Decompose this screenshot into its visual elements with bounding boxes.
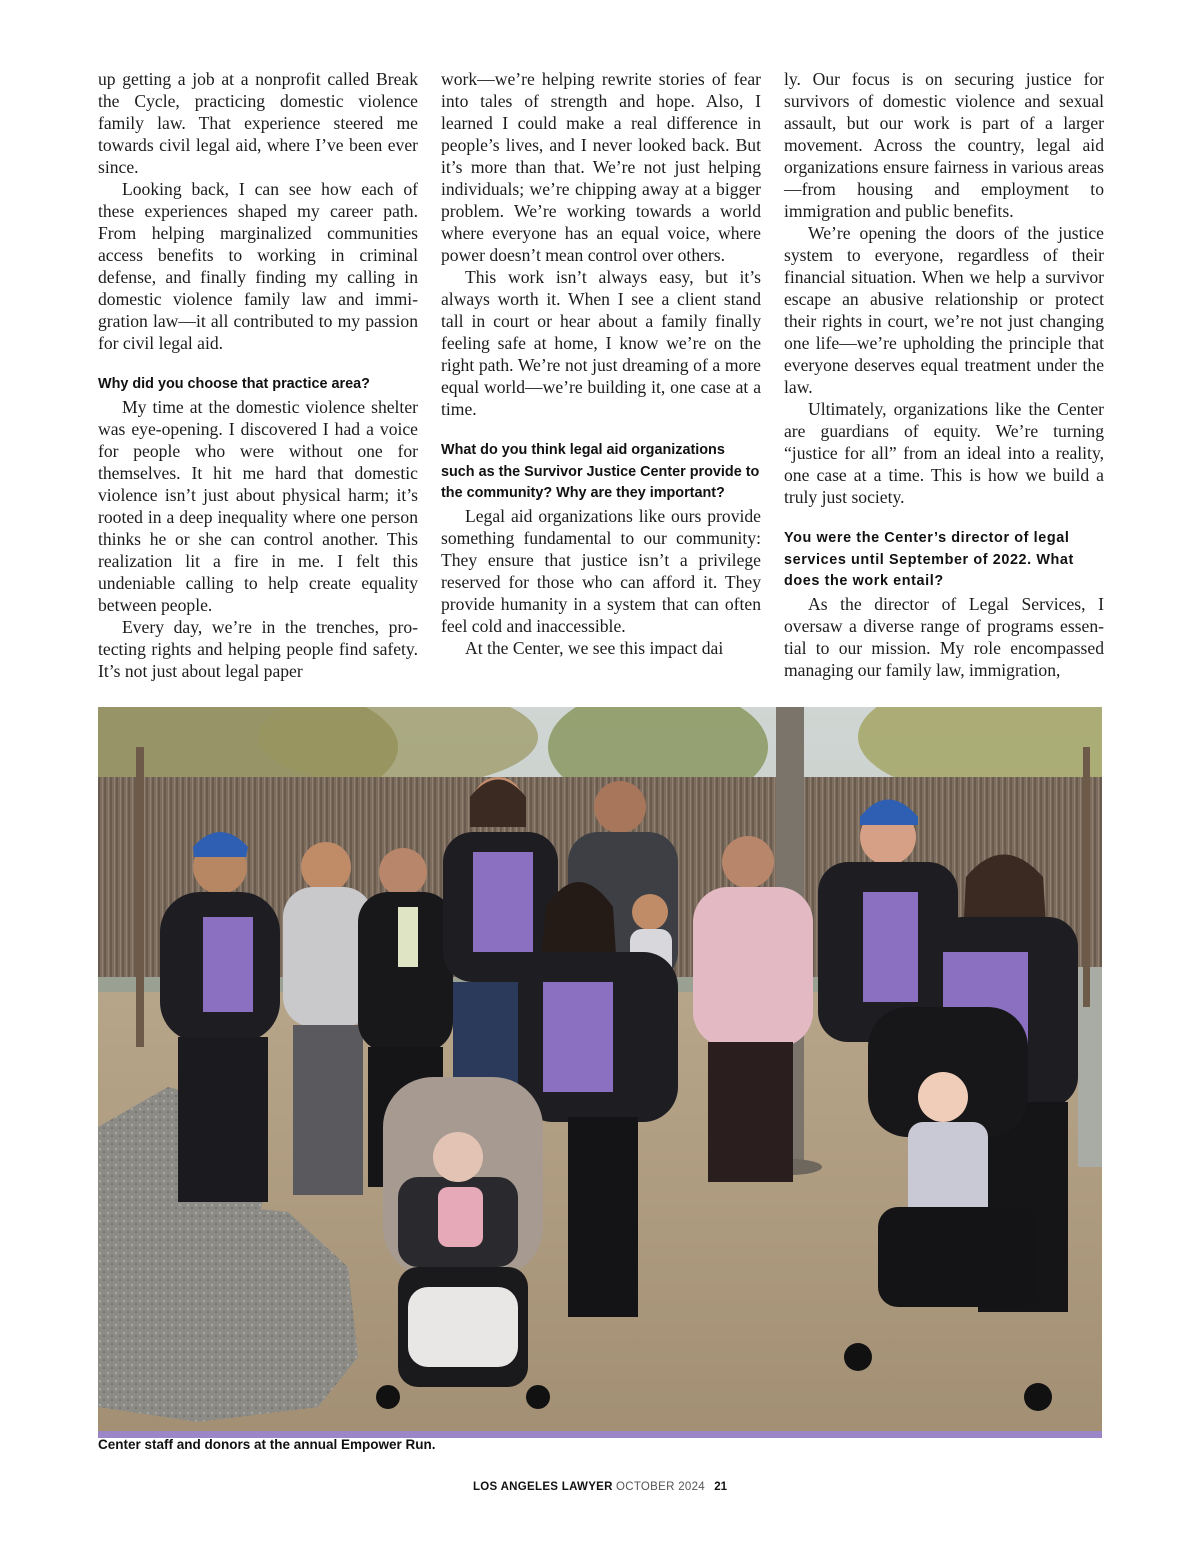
issue-date: OCTOBER 2024: [615, 1481, 706, 1493]
paragraph: Ultimately, organizations like the Center are guardians of equity. We’re turning “justice for all” from an ideal into a reality, one case at a time. This is how we build a truly just society.: [784, 399, 1104, 507]
paragraph: We’re opening the doors of the justice system to everyone, regardless of their financial situation. When we help a survivor escape an abusive relationship or protect their rights in court, we’re not just changing one life—we’re upholding the principle that everyone deserves equal treatment under the law.: [784, 223, 1104, 397]
paragraph: As the director of Legal Services, I oversaw a diverse range of programs essential to our mission. My role encompassed managing our family law, immigration,: [784, 593, 1104, 680]
paragraph: ly. Our focus is on securing justice for survivors of domestic violence and sexual assault, but our work is part of a larger movement. Across the country, legal aid organizations ensure fairness in various areas—from housing and employment to immigration and public benefits.: [784, 69, 1104, 221]
interview-question: You were the Center’s director of legal services until September of 2022. What does the work entail?: [784, 530, 1074, 589]
paragraph: work—we’re helping rewrite stories of fear into tales of strength and hope. Also, I learned I could make a real difference in people’s lives, and I never looked back. But it’s more than that. We’re not just helping individuals; we’re chipping away at a bigger problem. We’re working towards a world where everyone has an equal voice, where power doesn’t mean control over others.: [441, 69, 761, 265]
paragraph: At the Center, we see this impact dai: [465, 637, 724, 658]
article-column-1: [98, 68, 418, 682]
page-number: 21: [714, 1481, 728, 1493]
paragraph: Every day, we’re in the trenches, protecting rights and helping people find safety. It’s not just about legal paper: [98, 616, 418, 681]
paragraph: Looking back, I can see how each of these experiences shaped my career path. From helping marginalized communities access benefits to working in criminal defense, and finally finding my calling in domestic violence family law and immigration law—it all contributed to my passion for civil legal aid.: [98, 179, 418, 353]
photo-caption: Center staff and donors at the annual Empower Run.: [98, 1437, 436, 1452]
interview-question: What do you think legal aid organizations such as the Survivor Justice Center provide to the community? Why are they important?: [441, 442, 760, 501]
paragraph: Legal aid organizations like ours provide something fundamental to our community: They ensure that justice isn’t a privilege reserved for those who can afford it. They provide humanity in a system that can often feel cold and inaccessible.: [441, 505, 761, 636]
group-photo: [98, 707, 1102, 1431]
publication-name: LOS ANGELES LAWYER: [472, 1481, 613, 1493]
paragraph: My time at the domestic violence shelter was eye-opening. I discovered I had a voice for people who were without one for themselves. It hit me hard that domestic violence isn’t just about physical harm; it’s rooted in a deep inequality where one person thinks he or she can control another. This realization lit a fire in me. I felt this undeniable calling to help create equality between people.: [98, 396, 418, 615]
article-column-3: [784, 68, 1104, 681]
article-column-2: [441, 68, 761, 659]
page-footer: [0, 1481, 1200, 1493]
paragraph: up getting a job at a nonprofit called Break the Cycle, practicing domestic violence family law. That experience steered me towards civil legal aid, where I’ve been ever since.: [98, 69, 418, 177]
paragraph: This work isn’t always easy, but it’s always worth it. When I see a client stand tall in court or hear about a family finally feeling safe at home, I know we’re on the right path. We’re not just dreaming of a more equal world—we’re building it, one case at a time.: [441, 267, 761, 419]
interview-question: Why did you choose that practice area?: [98, 376, 370, 392]
